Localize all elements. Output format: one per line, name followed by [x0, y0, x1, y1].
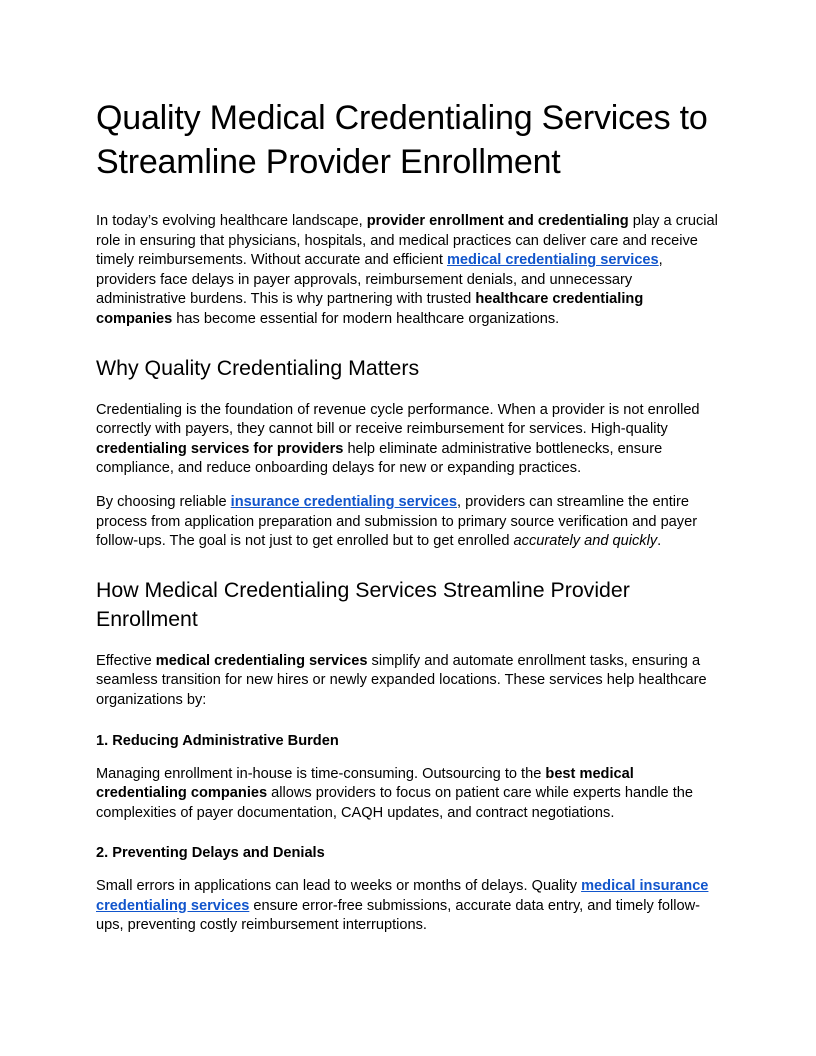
intro-text-3: , providers face delays in payer approvals, reimbursement denials, and unnecessary administrative burdens. This is why partnering with trusted	[96, 252, 663, 308]
sub1-bold-1: best medical credentialing companies	[96, 765, 634, 802]
s1p2-text-1: By choosing reliable	[96, 493, 231, 510]
s1p1-text-2: help eliminate administrative bottlenecks, ensure compliance, and reduce onboarding delays for new or expanding practices.	[96, 440, 663, 477]
subheading-preventing-delays: 2. Preventing Delays and Denials	[96, 845, 325, 862]
s2p1-bold-1: medical credentialing services	[155, 652, 368, 669]
intro-bold-1: provider enrollment and credentialing	[366, 213, 629, 229]
section1-paragraph-1	[96, 401, 720, 479]
insurance-credentialing-services-link[interactable]: insurance credentialing services	[230, 493, 457, 510]
sub2-text-1: Small errors in applications can lead to weeks or months of delays. Quality	[96, 878, 582, 895]
section-heading-how-services-streamline: How Medical Credentialing Services Streamline Provider Enrollment	[96, 577, 630, 631]
section1-paragraph-2	[96, 493, 720, 552]
s1p2-text-2: , providers can streamline the entire process from application preparation and submission to primary source verification and payer follow-ups. The goal is not just to get enrolled but to get enrolled	[96, 493, 698, 550]
s1p2-text-3: .	[657, 533, 662, 550]
medical-insurance-credentialing-services-link[interactable]: medical insurance credentialing services	[96, 878, 709, 914]
intro-bold-2: healthcare credentialing companies	[96, 291, 644, 327]
s1p1-text-1: Credentialing is the foundation of revenue cycle performance. When a provider is not enrolled correctly with payers, they cannot bill or receive reimbursement for services. High-quality	[96, 401, 700, 438]
section2-paragraph-1	[96, 652, 720, 711]
section-heading-why-quality: Why Quality Credentialing Matters	[96, 355, 420, 380]
s1p2-italic-1: accurately and quickly	[513, 533, 658, 550]
medical-credentialing-services-link[interactable]: medical credentialing services	[446, 252, 659, 269]
sub2-text-2: ensure error-free submissions, accurate data entry, and timely follow-ups, preventing costly reimbursement interruptions.	[96, 897, 701, 934]
sub1-text-2: allows providers to focus on patient care while experts handle the complexities of payer documentation, CAQH updates, and contract negotiations.	[96, 785, 694, 821]
intro-paragraph	[96, 212, 720, 330]
s2p1-text-1: Effective	[96, 652, 156, 669]
sub1-paragraph	[96, 765, 720, 824]
s2p1-text-2: simplify and automate enrollment tasks, ensuring a seamless transition for new hires or newly expanded locations. These services help healthcare organizations by:	[96, 652, 707, 708]
subheading-reducing-burden: 1. Reducing Administrative Burden	[96, 732, 339, 749]
sub1-text-1: Managing enrollment in-house is time-consuming. Outsourcing to the	[96, 765, 546, 782]
s1p1-bold-1: credentialing services for providers	[96, 440, 344, 457]
intro-text-2: play a crucial role in ensuring that physicians, hospitals, and medical practices can deliver care and receive timely reimbursements. Without accurate and efficient	[96, 213, 718, 269]
document-page	[96, 96, 720, 950]
intro-text-4: has become essential for modern healthcare organizations.	[172, 310, 560, 327]
sub2-paragraph	[96, 877, 720, 936]
page-title: Quality Medical Credentialing Services to Streamline Provider Enrollment	[96, 99, 708, 181]
intro-text-1: In today’s evolving healthcare landscape,	[96, 213, 367, 229]
